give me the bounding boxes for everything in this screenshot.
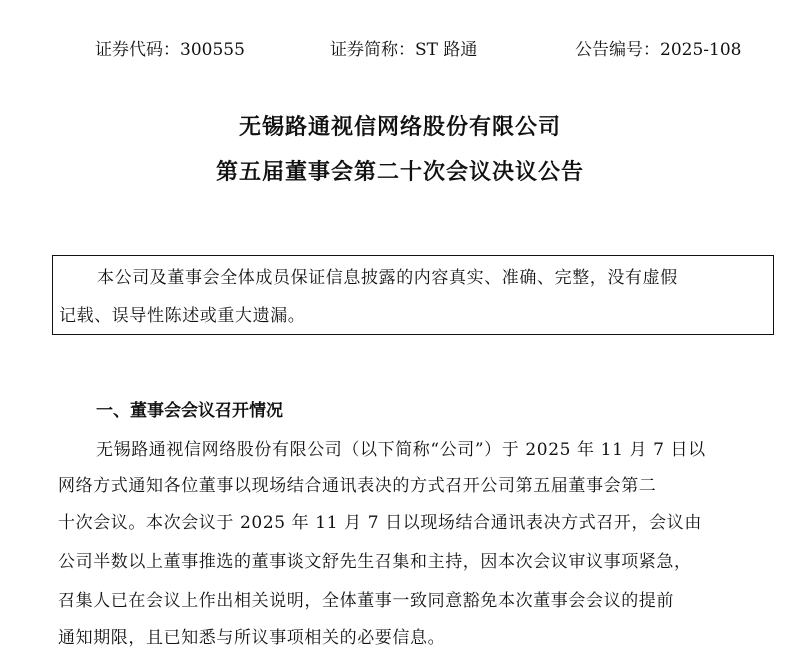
paragraph-line: 通知期限，且已知悉与所议事项相关的必要信息。 [58, 628, 446, 648]
paragraph-line: 网络方式通知各位董事以现场结合通讯表决的方式召开公司第五届董事会第二 [58, 476, 657, 496]
paragraph-line: 十次会议。本次会议于 2025 年 11 月 7 日以现场结合通讯表决方式召开，会议由 [58, 513, 702, 533]
announcement-header [0, 36, 800, 64]
announcement-number: 公告编号：2025-108 [575, 40, 742, 60]
paragraph-line: 无锡路通视信网络股份有限公司（以下简称“公司”）于 2025 年 11 月 7 日以 [96, 440, 706, 460]
company-title: 无锡路通视信网络股份有限公司 [238, 114, 561, 140]
disclaimer-box [52, 255, 774, 335]
disclaimer-line: 本公司及董事会全体成员保证信息披露的内容真实、准确、完整，没有虚假 [97, 268, 678, 288]
section-heading: 一、董事会会议召开情况 [96, 401, 283, 421]
paragraph-line: 公司半数以上董事推选的董事谈文舒先生召集和主持，因本次会议审议事项紧急， [58, 552, 692, 572]
security-abbreviation: 证券简称：ST 路通 [330, 40, 478, 60]
paragraph-line: 召集人已在会议上作出相关说明，全体董事一致同意豁免本次董事会会议的提前 [58, 591, 674, 611]
announcement-title: 第五届董事会第二十次会议决议公告 [215, 159, 584, 185]
disclaimer-line: 记载、误导性陈述或重大遗漏。 [59, 306, 306, 326]
security-code: 证券代码：300555 [95, 40, 245, 60]
